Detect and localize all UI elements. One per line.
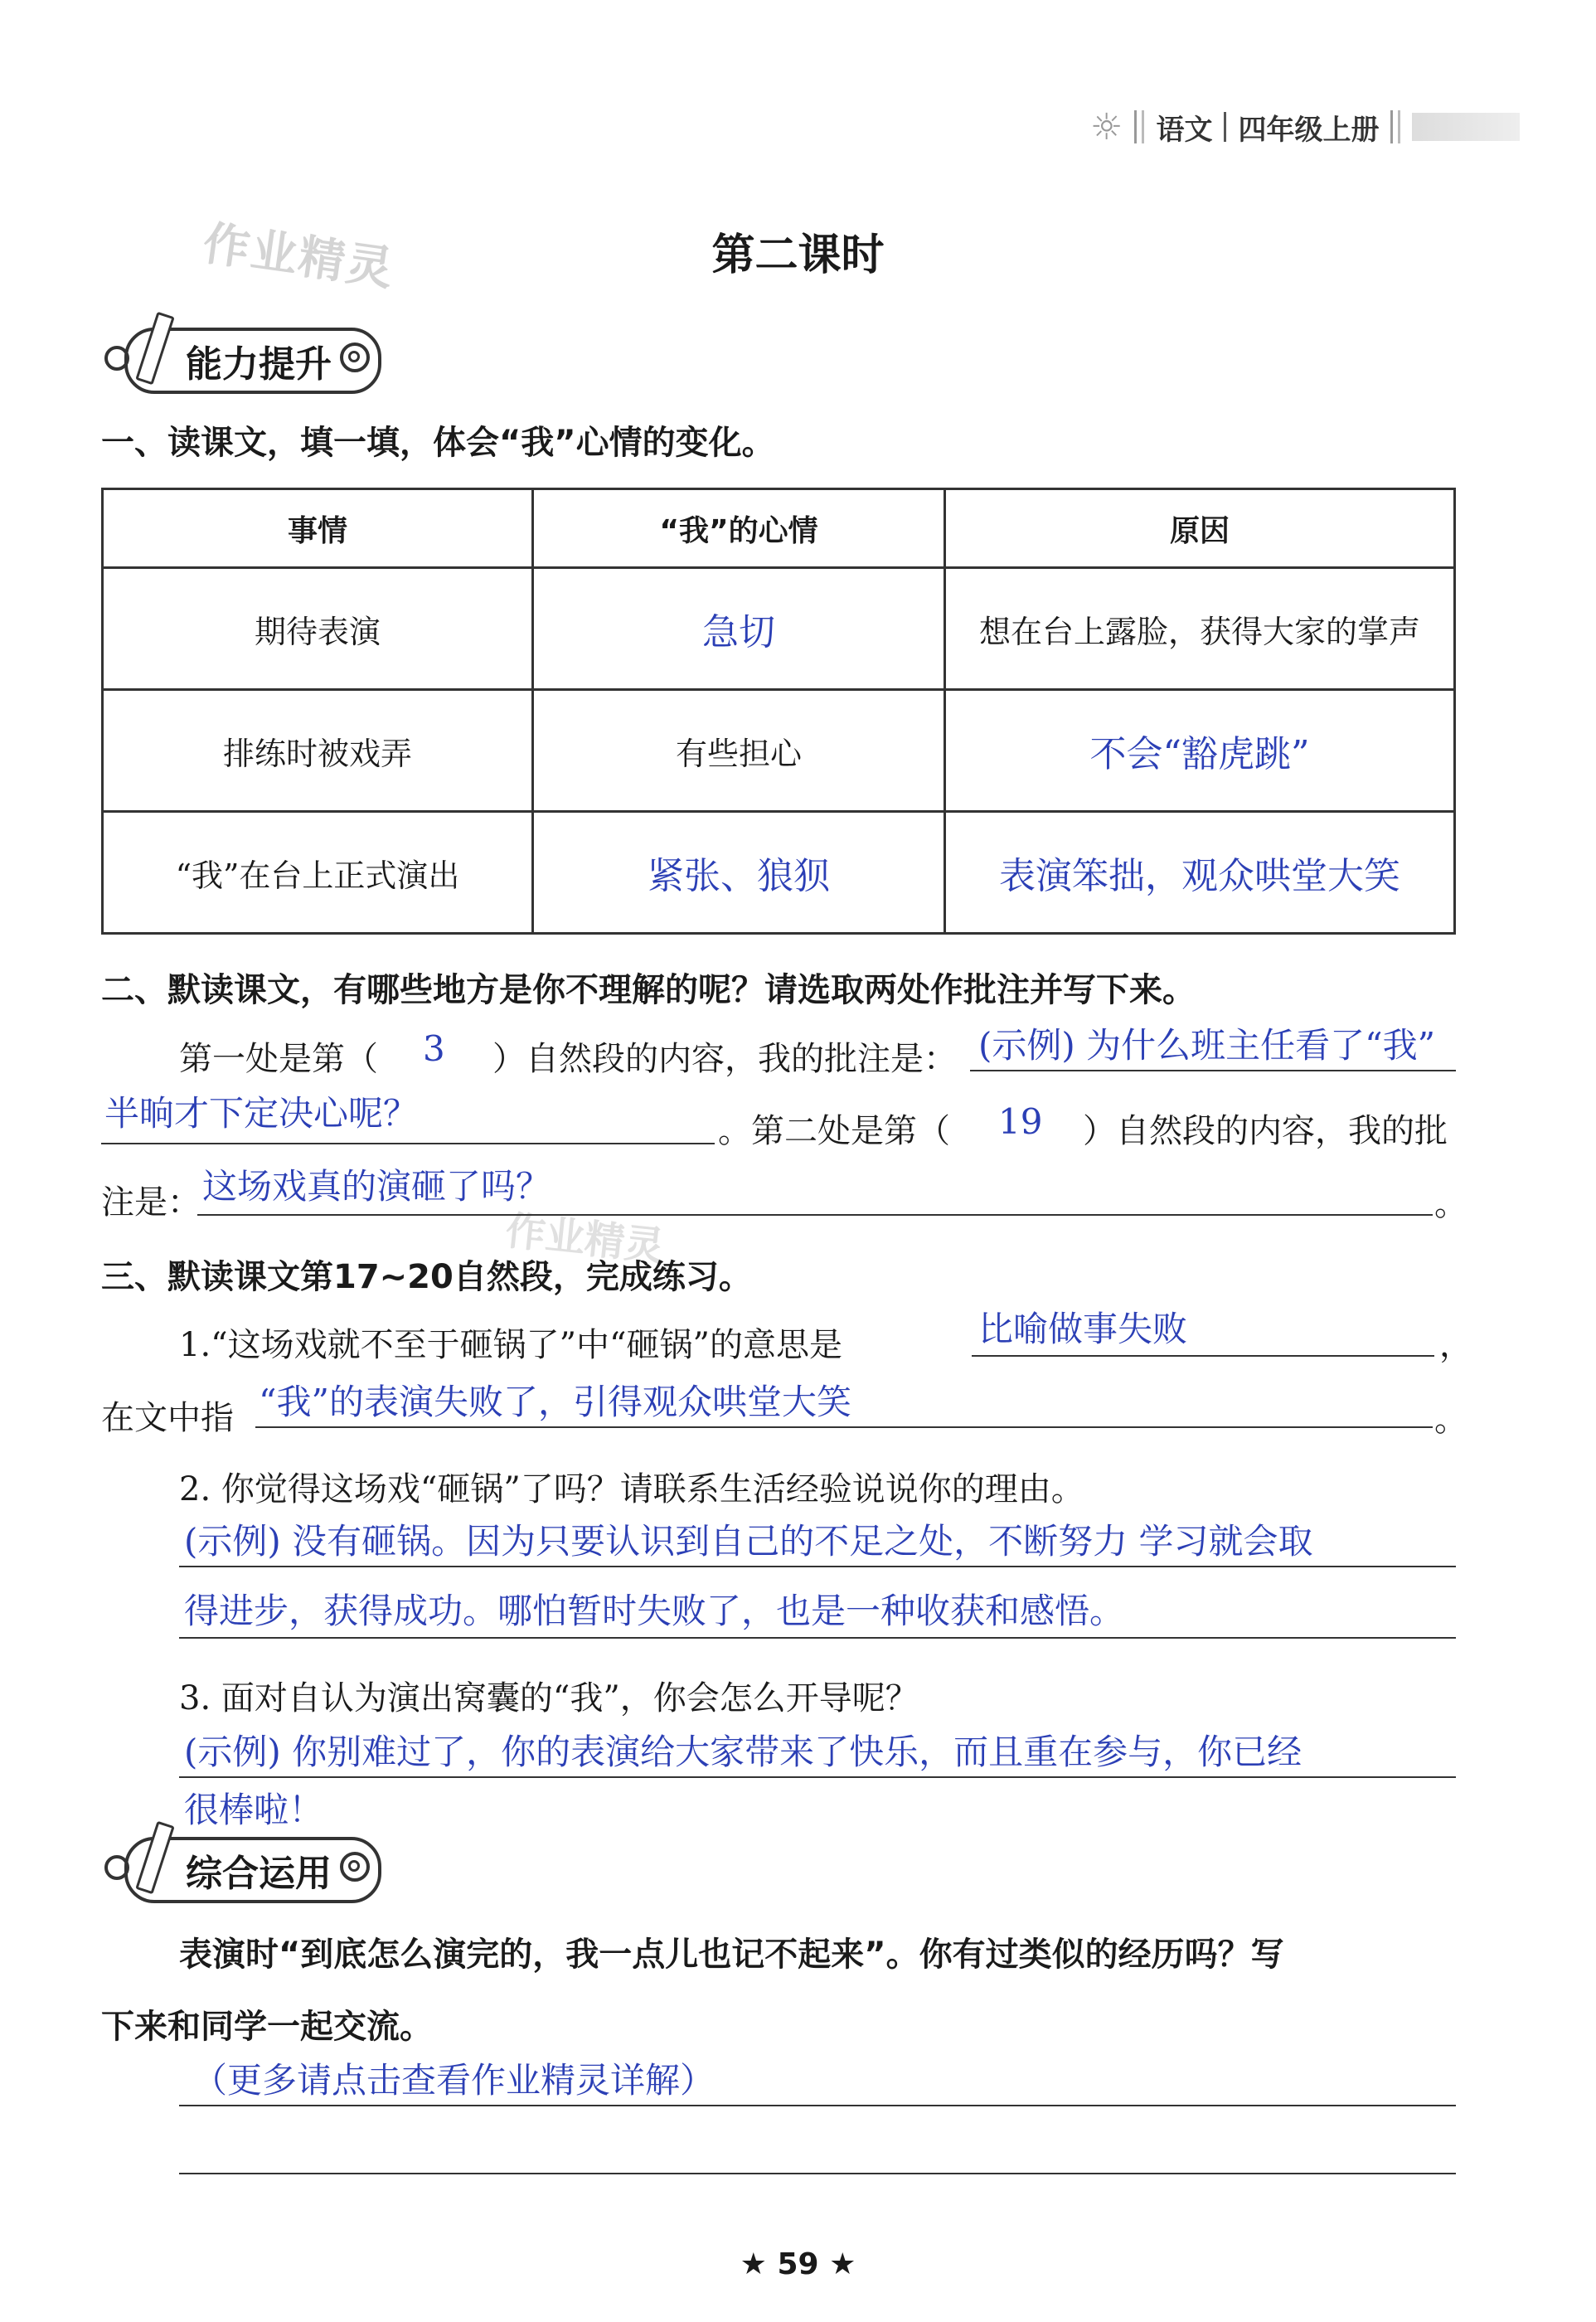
- answer-line: [255, 1426, 1433, 1428]
- table-cell: 想在台上露脸，获得大家的掌声: [945, 568, 1455, 690]
- divider: [1134, 110, 1144, 143]
- answer-text: (示例) 没有砸锅。因为只要认识到自己的不足之处，不断努力 学习就会取: [184, 1521, 1313, 1562]
- answer-cell: 表演笨拙，观众哄堂大笑: [945, 812, 1455, 934]
- pencil-icon: [135, 1821, 174, 1895]
- text: 。: [1434, 1185, 1467, 1223]
- section-badge-ability: [124, 332, 381, 390]
- text: 。第二处是第（: [718, 1112, 950, 1150]
- answer-text: 比喻做事失败: [978, 1309, 1188, 1349]
- answer-cell: 急切: [533, 568, 945, 690]
- table-row: [103, 812, 1455, 934]
- answer-text: (示例) 为什么班主任看了“我”: [978, 1025, 1436, 1066]
- question-4-prompt: 表演时“到底怎么演完的，我一点儿也记不起来”。你有过类似的经历吗？写: [179, 1936, 1284, 1974]
- answer-text: (示例) 你别难过了，你的表演给大家带来了快乐，而且重在参与，你已经: [184, 1732, 1303, 1772]
- answer-line: [179, 2105, 1456, 2106]
- answer-link-text[interactable]: （更多请点击查看作业精灵详解）: [192, 2060, 716, 2101]
- badge-label: 能力提升: [186, 343, 332, 386]
- table-cell: 排练时被戏弄: [103, 690, 533, 812]
- page-header: [1090, 98, 1520, 156]
- answer-cell: 不会“豁虎跳”: [945, 690, 1455, 812]
- header-cell: 原因: [945, 489, 1455, 568]
- grade-label: 四年级上册: [1238, 113, 1380, 147]
- answer-line: [970, 1070, 1456, 1071]
- header-cell: 事情: [103, 489, 533, 568]
- text: ）自然段的内容，我的批注是：: [492, 1040, 957, 1078]
- watermark: 作业精灵: [199, 216, 398, 297]
- answer-text: 半晌才下定决心呢？: [104, 1093, 419, 1134]
- answer-text: 这场戏真的演砸了吗？: [202, 1166, 551, 1207]
- question-3-prompt: 三、默读课文第17~20自然段，完成练习。: [101, 1258, 752, 1296]
- ring-icon: [340, 1852, 370, 1882]
- answer-line: [179, 1566, 1456, 1567]
- table-cell: 有些担心: [533, 690, 945, 812]
- answer-line: [179, 1776, 1456, 1778]
- answer-text: 3: [423, 1028, 445, 1069]
- ring-icon: [340, 342, 370, 372]
- table-cell: “我”在台上正式演出: [103, 812, 533, 934]
- divider: [1224, 112, 1226, 142]
- header-cell: “我”的心情: [533, 489, 945, 568]
- table-row: [103, 690, 1455, 812]
- star-icon: ★: [740, 2247, 767, 2281]
- answer-text: “我”的表演失败了，引得观众哄堂大笑: [259, 1382, 851, 1422]
- badge-label: 综合运用: [186, 1853, 332, 1895]
- answer-line: [197, 1214, 1433, 1216]
- loop-decoration: [104, 346, 129, 371]
- header-decoration: [1412, 113, 1520, 141]
- text: 第一处是第（: [179, 1040, 378, 1078]
- question-4-prompt-cont: 下来和同学一起交流。: [101, 2008, 433, 2046]
- answer-cell: 紧张、狼狈: [533, 812, 945, 934]
- question-2-prompt: 二、默读课文，有哪些地方是你不理解的呢？请选取两处作批注并写下来。: [101, 971, 1196, 1009]
- text: 1.“这场戏就不至于砸锅了”中“砸锅”的意思是: [179, 1326, 842, 1364]
- page-title: 第二课时: [711, 231, 885, 280]
- pencil-icon: [135, 312, 174, 386]
- text: 注是：: [101, 1183, 201, 1222]
- subject-label: 语文: [1156, 113, 1213, 147]
- table-row: [103, 568, 1455, 690]
- text: 在文中指: [101, 1399, 234, 1437]
- sun-icon: ☼: [1090, 105, 1123, 148]
- text: 3. 面对自认为演出窝囊的“我”，你会怎么开导呢？: [179, 1679, 919, 1717]
- question-1-prompt: 一、读课文，填一填，体会“我”心情的变化。: [101, 424, 775, 462]
- watermark: 作业精灵: [503, 1207, 667, 1270]
- text: ，: [1439, 1326, 1472, 1364]
- loop-decoration: [104, 1855, 129, 1880]
- star-icon: ★: [829, 2247, 856, 2281]
- answer-line: [179, 2173, 1456, 2174]
- mood-table: [101, 488, 1456, 935]
- answer-text: 得进步，获得成功。哪怕暂时失败了，也是一种收获和感悟。: [184, 1591, 1125, 1631]
- table-cell: 期待表演: [103, 568, 533, 690]
- answer-line: [972, 1355, 1434, 1357]
- text: ）自然段的内容，我的批: [1083, 1112, 1448, 1150]
- text: 。: [1434, 1401, 1467, 1439]
- answer-text: 19: [998, 1101, 1043, 1142]
- page-number: [0, 2247, 1596, 2281]
- page-number-value: 59: [777, 2247, 819, 2281]
- section-badge-application: [124, 1841, 381, 1899]
- answer-line: [101, 1143, 715, 1144]
- table-header-row: [103, 489, 1455, 568]
- answer-line: [179, 1637, 1456, 1639]
- answer-text: 很棒啦！: [184, 1790, 324, 1830]
- divider: [1390, 110, 1400, 143]
- text: 2. 你觉得这场戏“砸锅”了吗？请联系生活经验说说你的理由。: [179, 1470, 1084, 1508]
